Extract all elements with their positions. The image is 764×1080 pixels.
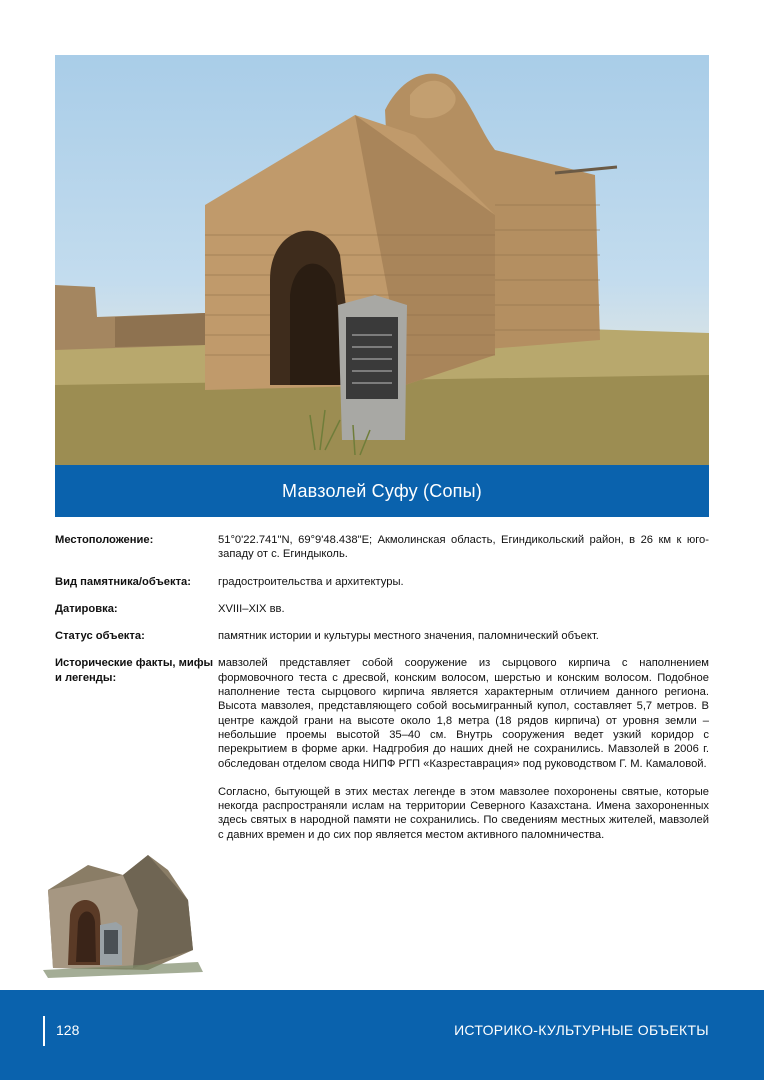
mausoleum-photo	[55, 55, 709, 465]
history-paragraph: Согласно, бытующей в этих местах легенде в этом мавзолее похоронены святые, которые некогда распространяли ислам на территории Северного Казахстана. Имена захороненных здесь святых в народной памяти не сохранились. По сведениям местных жителей, мавзолей с давних времен и до сих пор является местом активного паломничества.	[218, 785, 709, 841]
monument-title-band	[55, 465, 709, 517]
info-row-type	[55, 575, 709, 589]
monument-title: Мавзолей Суфу (Сопы)	[282, 480, 482, 501]
info-label: Исторические факты, мифы и легенды:	[55, 657, 214, 684]
info-row-dating	[55, 602, 709, 616]
info-label: Вид памятника/объекта:	[55, 575, 191, 588]
info-table	[55, 533, 709, 855]
info-value: градостроительства и архитектуры.	[218, 575, 404, 588]
info-row-history	[55, 656, 709, 842]
info-label: Местоположение:	[55, 534, 154, 546]
info-label: Статус объекта:	[55, 630, 145, 643]
info-value: 51°0'22.741"N, 69°9'48.438"E; Акмолинская область, Егиндикольский район, в 26 км к юго-западу от с. Егиндыколь.	[218, 534, 709, 561]
mausoleum-sketch-image	[28, 830, 208, 980]
info-label: Датировка:	[55, 602, 118, 615]
info-row-location	[55, 533, 709, 562]
history-paragraph: мавзолей представляет собой сооружение из сырцового кирпича с наполнением формовочного теста с дресвой, конским волосом, шерстью и конским волосом. Подобное наполнение теста сырцового кирпича является характерным отличием данного региона. Высота мавзолея, представляющего собой восьмигранный купол, составляет 5,7 метров. В центре каждой грани на высоте около 1,8 метра (18 рядов кирпича) от уровня земли – небольшие проемы высотой 35–40 см. Внутрь сооружения ведет узкий коридор с перекрытием в форме арки. Надгробия до наших дней не сохранились. Мавзолей в 2006 г. обследован отделом свода НИПФ РГП «Казреставрация» под руководством Г. М. Камаловой.	[218, 657, 709, 770]
info-value: памятник истории и культуры местного значения, паломнический объект.	[218, 630, 599, 643]
info-value	[218, 656, 709, 842]
footer-divider	[43, 1016, 45, 1046]
section-title: ИСТОРИКО-КУЛЬТУРНЫЕ ОБЪЕКТЫ	[454, 1022, 709, 1038]
page-number: 128	[56, 1022, 80, 1038]
info-row-status	[55, 629, 709, 643]
page-footer	[0, 990, 764, 1080]
info-value: XVIII–XIX вв.	[218, 602, 285, 615]
